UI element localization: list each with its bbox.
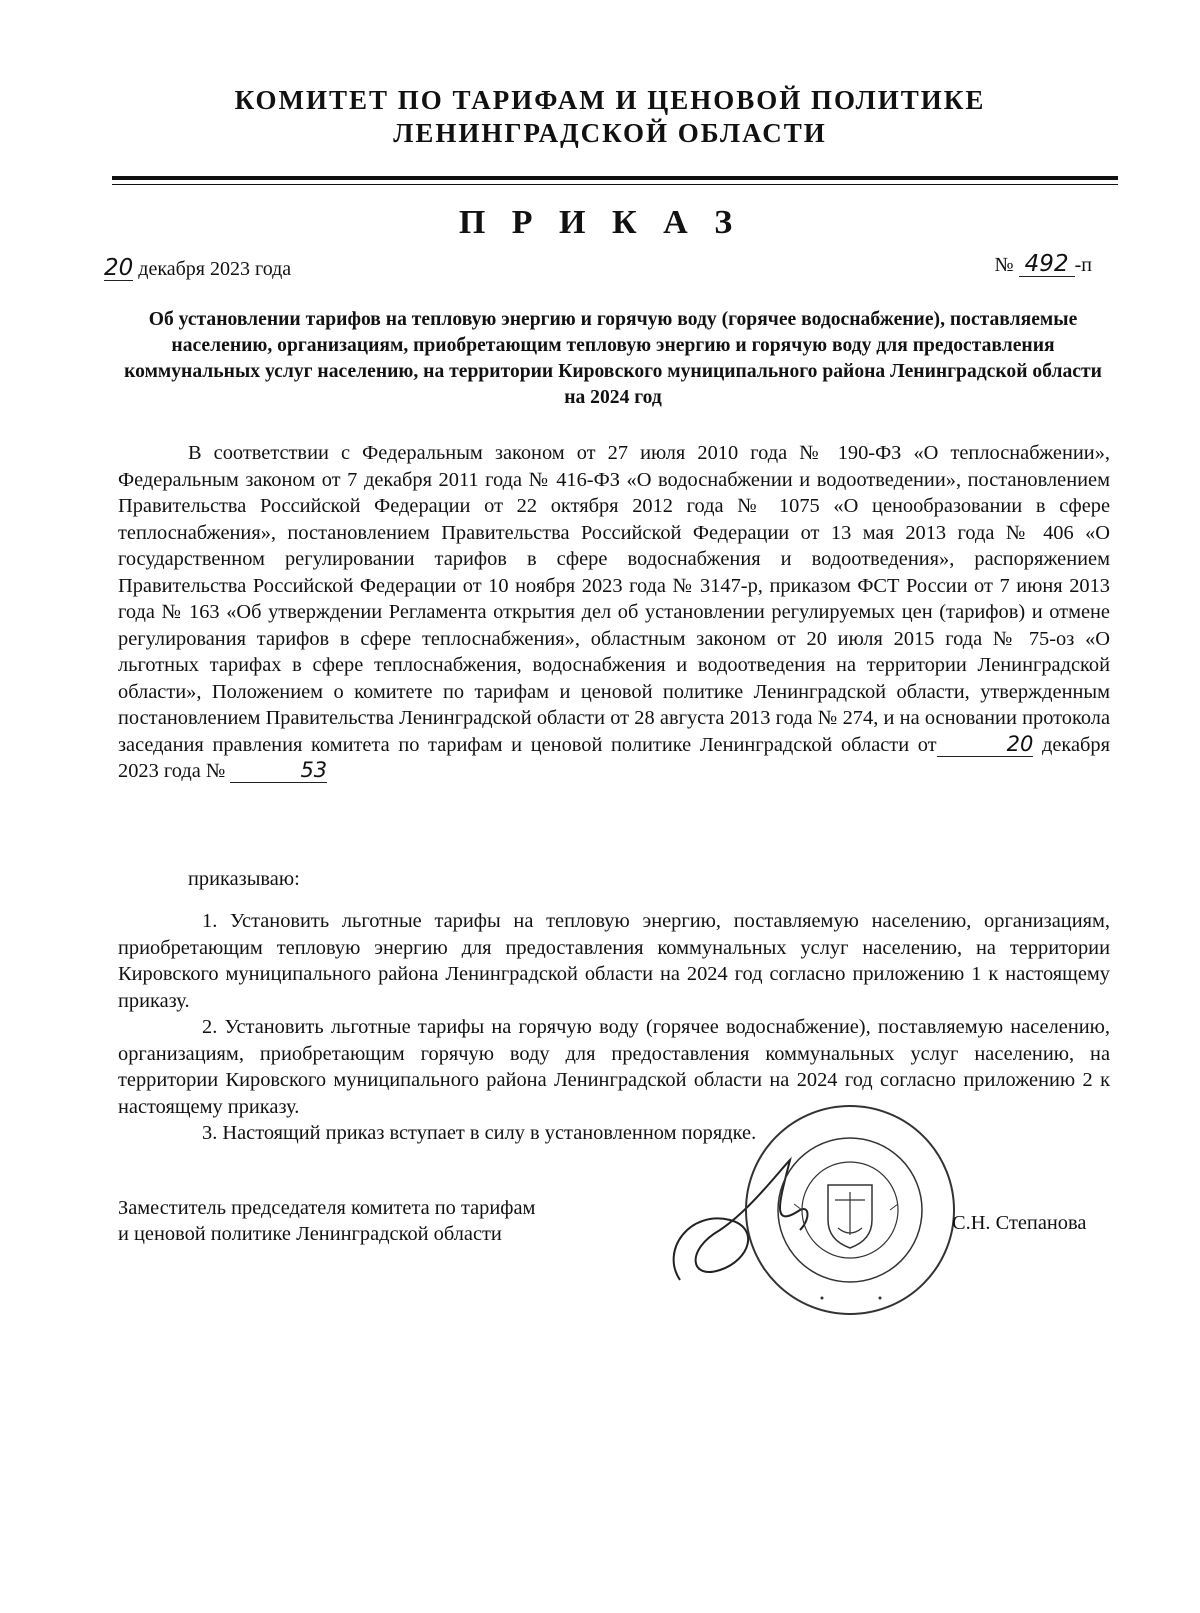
signatory-title bbox=[118, 1195, 535, 1247]
order-item: 3. Настоящий приказ вступает в силу в установленном порядке. bbox=[202, 1122, 757, 1144]
handwritten-protocol-day: 20 bbox=[937, 732, 1034, 757]
signatory-name: С.Н. Степанова bbox=[952, 1212, 1087, 1234]
preamble-paragraph bbox=[118, 440, 1110, 785]
signatory-title-line-2: и ценовой политике Ленинградской области bbox=[118, 1223, 502, 1245]
number-suffix: -п bbox=[1074, 254, 1092, 276]
organization-title bbox=[110, 84, 1110, 150]
handwritten-day: 20 bbox=[104, 255, 134, 281]
order-item: 2. Установить льготные тарифы на горячую воду (горячее водоснабжение), поставляемую населению, организациям, приобретающим горячую воду для предоставления коммунальных услуг населению, на территории Кировского муниципального района Ленинградской области на 2024 год согласно приложению 2 к настоящему приказу. bbox=[118, 1016, 1110, 1118]
org-title-line-2: ЛЕНИНГРАДСКОЙ ОБЛАСТИ bbox=[393, 118, 827, 148]
order-number bbox=[995, 252, 1092, 277]
handwritten-protocol-number: 53 bbox=[230, 758, 327, 783]
number-prefix: № bbox=[994, 254, 1014, 276]
document-type-heading: П Р И К А З bbox=[458, 204, 742, 241]
header-rule-thick bbox=[112, 176, 1118, 180]
order-item: 1. Установить льготные тарифы на тепловую энергию, поставляемую населению, организациям, приобретающим тепловую энергию для предоставления коммунальных услуг населению, на территории Кировского муниципального района Ленинградской области на 2024 год согласно приложению 1 к настоящему приказу. bbox=[118, 910, 1110, 1012]
signatory-title-line-1: Заместитель председателя комитета по тарифам bbox=[118, 1197, 536, 1219]
order-subject: Об установлении тарифов на тепловую энергию и горячую воду (горячее водоснабжение), поставляемые населению, организациям, приобретающим тепловую энергию и горячую воду для предоставления коммунальных услуг населению, на территории Кировского муниципального района Ленинградской области на 2024 год bbox=[124, 309, 1102, 408]
header-rule-thin bbox=[112, 184, 1118, 185]
order-word: приказываю: bbox=[188, 868, 300, 890]
date-rest: декабря 2023 года bbox=[138, 258, 292, 280]
official-stamp bbox=[740, 1100, 960, 1320]
handwritten-number: 492 bbox=[1019, 252, 1075, 277]
protocol-date-rest: декабря 2023 года № bbox=[118, 733, 1110, 782]
org-title-line-1: КОМИТЕТ ПО ТАРИФАМ И ЦЕНОВОЙ ПОЛИТИКЕ bbox=[234, 85, 986, 115]
preamble-text: В соответствии с Федеральным законом от 27 июля 2010 года № 190-ФЗ «О теплоснабжении», Федеральным законом от 7 декабря 2011 года № 416-ФЗ «О водоснабжении и водоотведении», постановлением Правительства Российской Федерации от 22 октября 2012 года № 1075 «О ценообразовании в сфере теплоснабжения», постановлением Правительства Российской Федерации от 13 мая 2013 года № 406 «О государственном регулировании тарифов в сфере водоснабжения и водоотведения», распоряжением Правительства Российской Федерации от 10 ноября 2023 года № 3147-р, приказом ФСТ России от 7 июня 2013 года № 163 «Об утверждении Регламента открытия дел об установлении регулируемых цен (тарифов) и отмене регулирования тарифов в сфере теплоснабжения», областным законом от 20 июля 2015 года № 75-оз «О льготных тарифах в сфере теплоснабжения, водоснабжения и водоотведения на территории Ленинградской области», Положением о комитете по тарифам и ценовой политике Ленинградской области, утвержденным постановлением Правительства Ленинградской области от 28 августа 2013 года № 274, и на основании протокола заседания правления комитета по тарифам и ценовой политике Ленинградской области от bbox=[118, 442, 1110, 756]
order-items bbox=[118, 908, 1110, 1147]
order-date bbox=[104, 256, 291, 281]
